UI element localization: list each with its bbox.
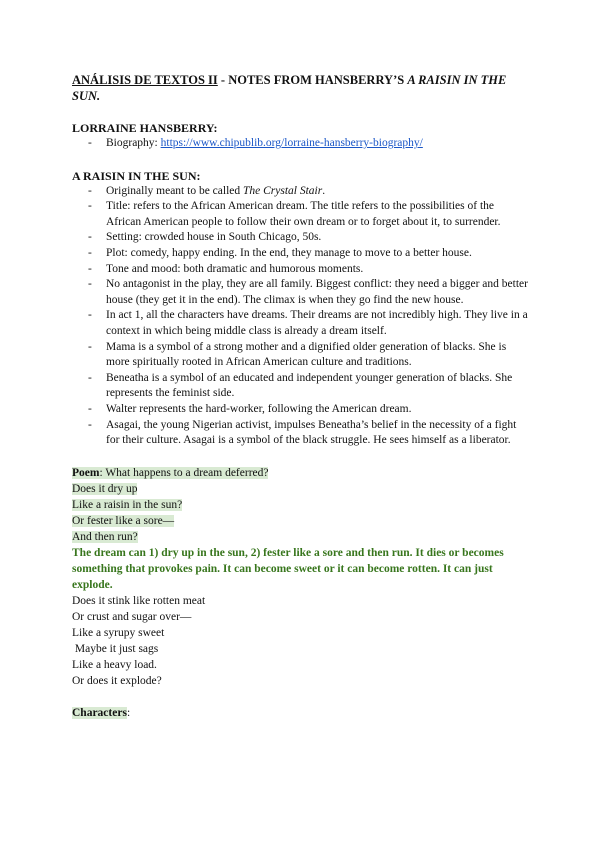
author-list [72,136,530,152]
biography-label: Biography: [106,137,161,149]
poem-line [72,465,530,481]
poem-line: Like a raisin in the sun? [72,498,183,511]
title-middle: - NOTES FROM HANSBERRY’S [217,73,408,87]
poem-line: Like a syrupy sweet [72,626,165,639]
characters-heading [72,705,530,721]
poem-line: Or fester like a sore— [72,514,175,527]
title-course: ANÁLISIS DE TEXTOS II [72,73,218,87]
characters-colon: : [126,706,131,719]
poem-line: Does it stink like rotten meat [72,594,206,607]
poem-line: Does it dry up [72,482,138,495]
poem-line: Or does it explode? [72,674,162,687]
section-heading-play: A RAISIN IN THE SUN: [72,168,201,183]
title-work: A RAISIN IN THE SUN. [72,73,507,103]
list-item: - In act 1, all the characters have dreams. Their dreams are not incredibly high. They live in a context in which being middle class is already a dream itself. [106,308,530,339]
poem-line: Like a heavy load. [72,658,157,671]
document-title [72,72,530,104]
biography-link[interactable]: https://www.chipublib.org/lorraine-hansberry-biography/ [160,137,423,149]
item-italic: The Crystal Stair [243,184,323,197]
poem-label: Poem [72,466,100,479]
poem-line: Or crust and sugar over— [72,610,192,623]
list-item: - Walter represents the hard-worker, following the American dream. [106,402,530,418]
section-heading-author: LORRAINE HANSBERRY: [72,121,218,135]
poem-line: Maybe it just sags [72,642,159,655]
poem-line: And then run? [72,530,138,543]
list-item: - Asagai, the young Nigerian activist, impulses Beneatha’s belief in the necessity of a fight for their culture. Asagai is a symbol of the black struggle. He sees himself as a liberator. [106,418,530,449]
item-text: Originally meant to be called [106,184,243,197]
poem-first-line: : What happens to a dream deferred? [99,466,269,479]
item-text: . [322,184,326,197]
list-item: - Setting: crowded house in South Chicago, 50s. [106,230,530,246]
list-item [106,184,530,200]
play-notes-list [72,184,530,449]
list-item: - Tone and mood: both dramatic and humorous moments. [106,262,530,278]
list-item: - No antagonist in the play, they are all family. Biggest conflict: they need a bigger and better house (they get it in the end). The climax is when they go find the new house. [106,277,530,308]
list-item: - Beneatha is a symbol of an educated and independent younger generation of blacks. She represents the feminist side. [106,371,530,402]
list-item: - Plot: comedy, happy ending. In the end, they manage to move to a better house. [106,246,530,262]
poem-interpretation-note: The dream can 1) dry up in the sun, 2) fester like a sore and then run. It dies or becomes something that provokes pain. It can become sweet or it can become rotten. It can just explode. [72,546,504,591]
poem-block [72,465,530,689]
list-item [106,136,530,152]
list-item: - Title: refers to the African American dream. The title refers to the possibilities of the African American people to follow their own dream or to forget about it, to surrender. [106,199,530,230]
characters-label: Characters [72,706,127,719]
list-item: - Mama is a symbol of a strong mother and a dignified older generation of blacks. She is more spiritually rooted in African American culture and traditions. [106,340,530,371]
